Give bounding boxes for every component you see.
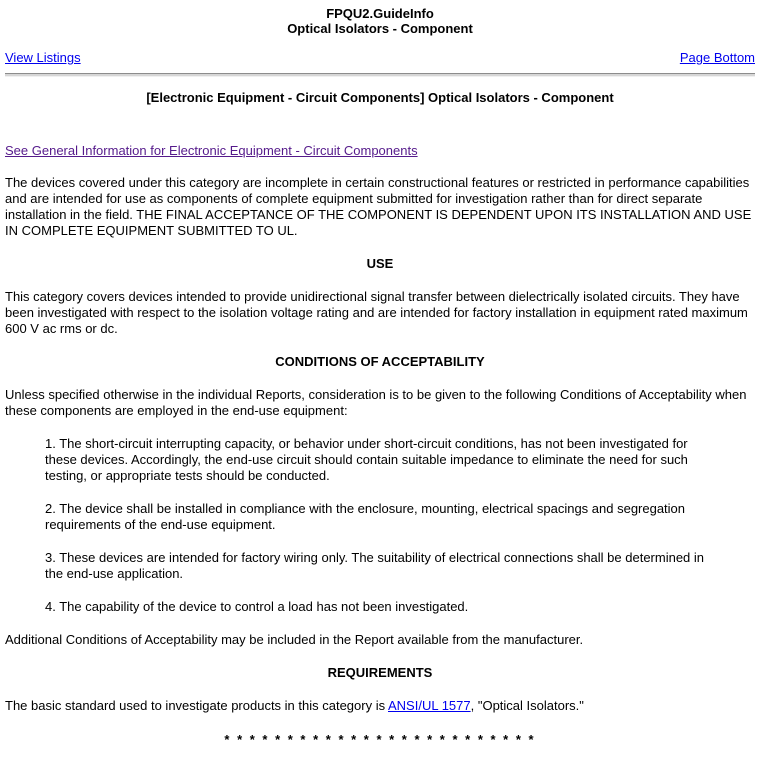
conditions-heading: CONDITIONS OF ACCEPTABILITY (275, 354, 485, 369)
general-information-paragraph (5, 143, 755, 159)
condition-item-1: 1. The short-circuit interrupting capacity, or behavior under short-circuit conditions, has not been investigated for these devices. Accordingly, the end-use circuit should contain suitable impedance to eliminate the need for such testing, or appropriate tests should be conducted. (45, 436, 688, 483)
condition-item-4: 4. The capability of the device to control a load has not been investigated. (45, 599, 469, 614)
scope-paragraph: The devices covered under this category are incomplete in certain constructional features or restricted in performance capabilities and are intended for use as components of complete equipment submitted for investigation rather than for direct separate installation in the field. THE FINAL ACCEPTANCE OF THE COMPONENT IS DEPENDENT UPON ITS INSTALLATION AND USE IN COMPLETE EQUIPMENT SUBMITTED TO UL. (5, 175, 752, 238)
condition-item-3: 3. These devices are intended for factory wiring only. The suitability of electrical connections shall be determined in the end-use application. (45, 550, 705, 581)
guide-title: Optical Isolators - Component (287, 21, 473, 36)
general-information-link[interactable]: See General Information for Electronic Equipment - Circuit Components (5, 143, 418, 158)
view-listings-link[interactable]: View Listings (5, 50, 81, 65)
requirements-heading: REQUIREMENTS (327, 665, 433, 680)
use-paragraph: This category covers devices intended to provide unidirectional signal transfer between dielectrically isolated circuits. They have been investigated with respect to the isolation voltage rating and are intended for factory installation in equipment rated maximum 600 V ac rms or dc. (5, 289, 748, 336)
asterisk-divider: * * * * * * * * * * * * * * * * * * * * * * * * * (224, 732, 536, 747)
nav-row (5, 50, 755, 66)
condition-item-2: 2. The device shall be installed in compliance with the enclosure, mounting, electrical spacings and segregation requirements of the end-use equipment. (45, 501, 686, 532)
page-title-block (5, 6, 755, 36)
additional-conditions: Additional Conditions of Acceptability may be included in the Report available from the manufacturer. (5, 632, 584, 647)
page-bottom-link[interactable]: Page Bottom (679, 50, 755, 65)
guide-code: FPQU2.GuideInfo (326, 6, 434, 21)
requirements-text-after: , "Optical Isolators." (470, 698, 584, 713)
requirements-text-before: The basic standard used to investigate products in this category is (5, 698, 388, 713)
category-heading: [Electronic Equipment - Circuit Components] Optical Isolators - Component (146, 90, 614, 105)
conditions-list (45, 436, 715, 615)
conditions-intro: Unless specified otherwise in the individual Reports, consideration is to be given to the following Conditions of Acceptability when these components are employed in the end-use equipment: (5, 387, 747, 418)
divider (5, 73, 755, 77)
ansi-ul-1577-link[interactable]: ANSI/UL 1577 (388, 698, 471, 713)
use-heading: USE (366, 256, 394, 271)
requirements-paragraph (5, 698, 755, 714)
